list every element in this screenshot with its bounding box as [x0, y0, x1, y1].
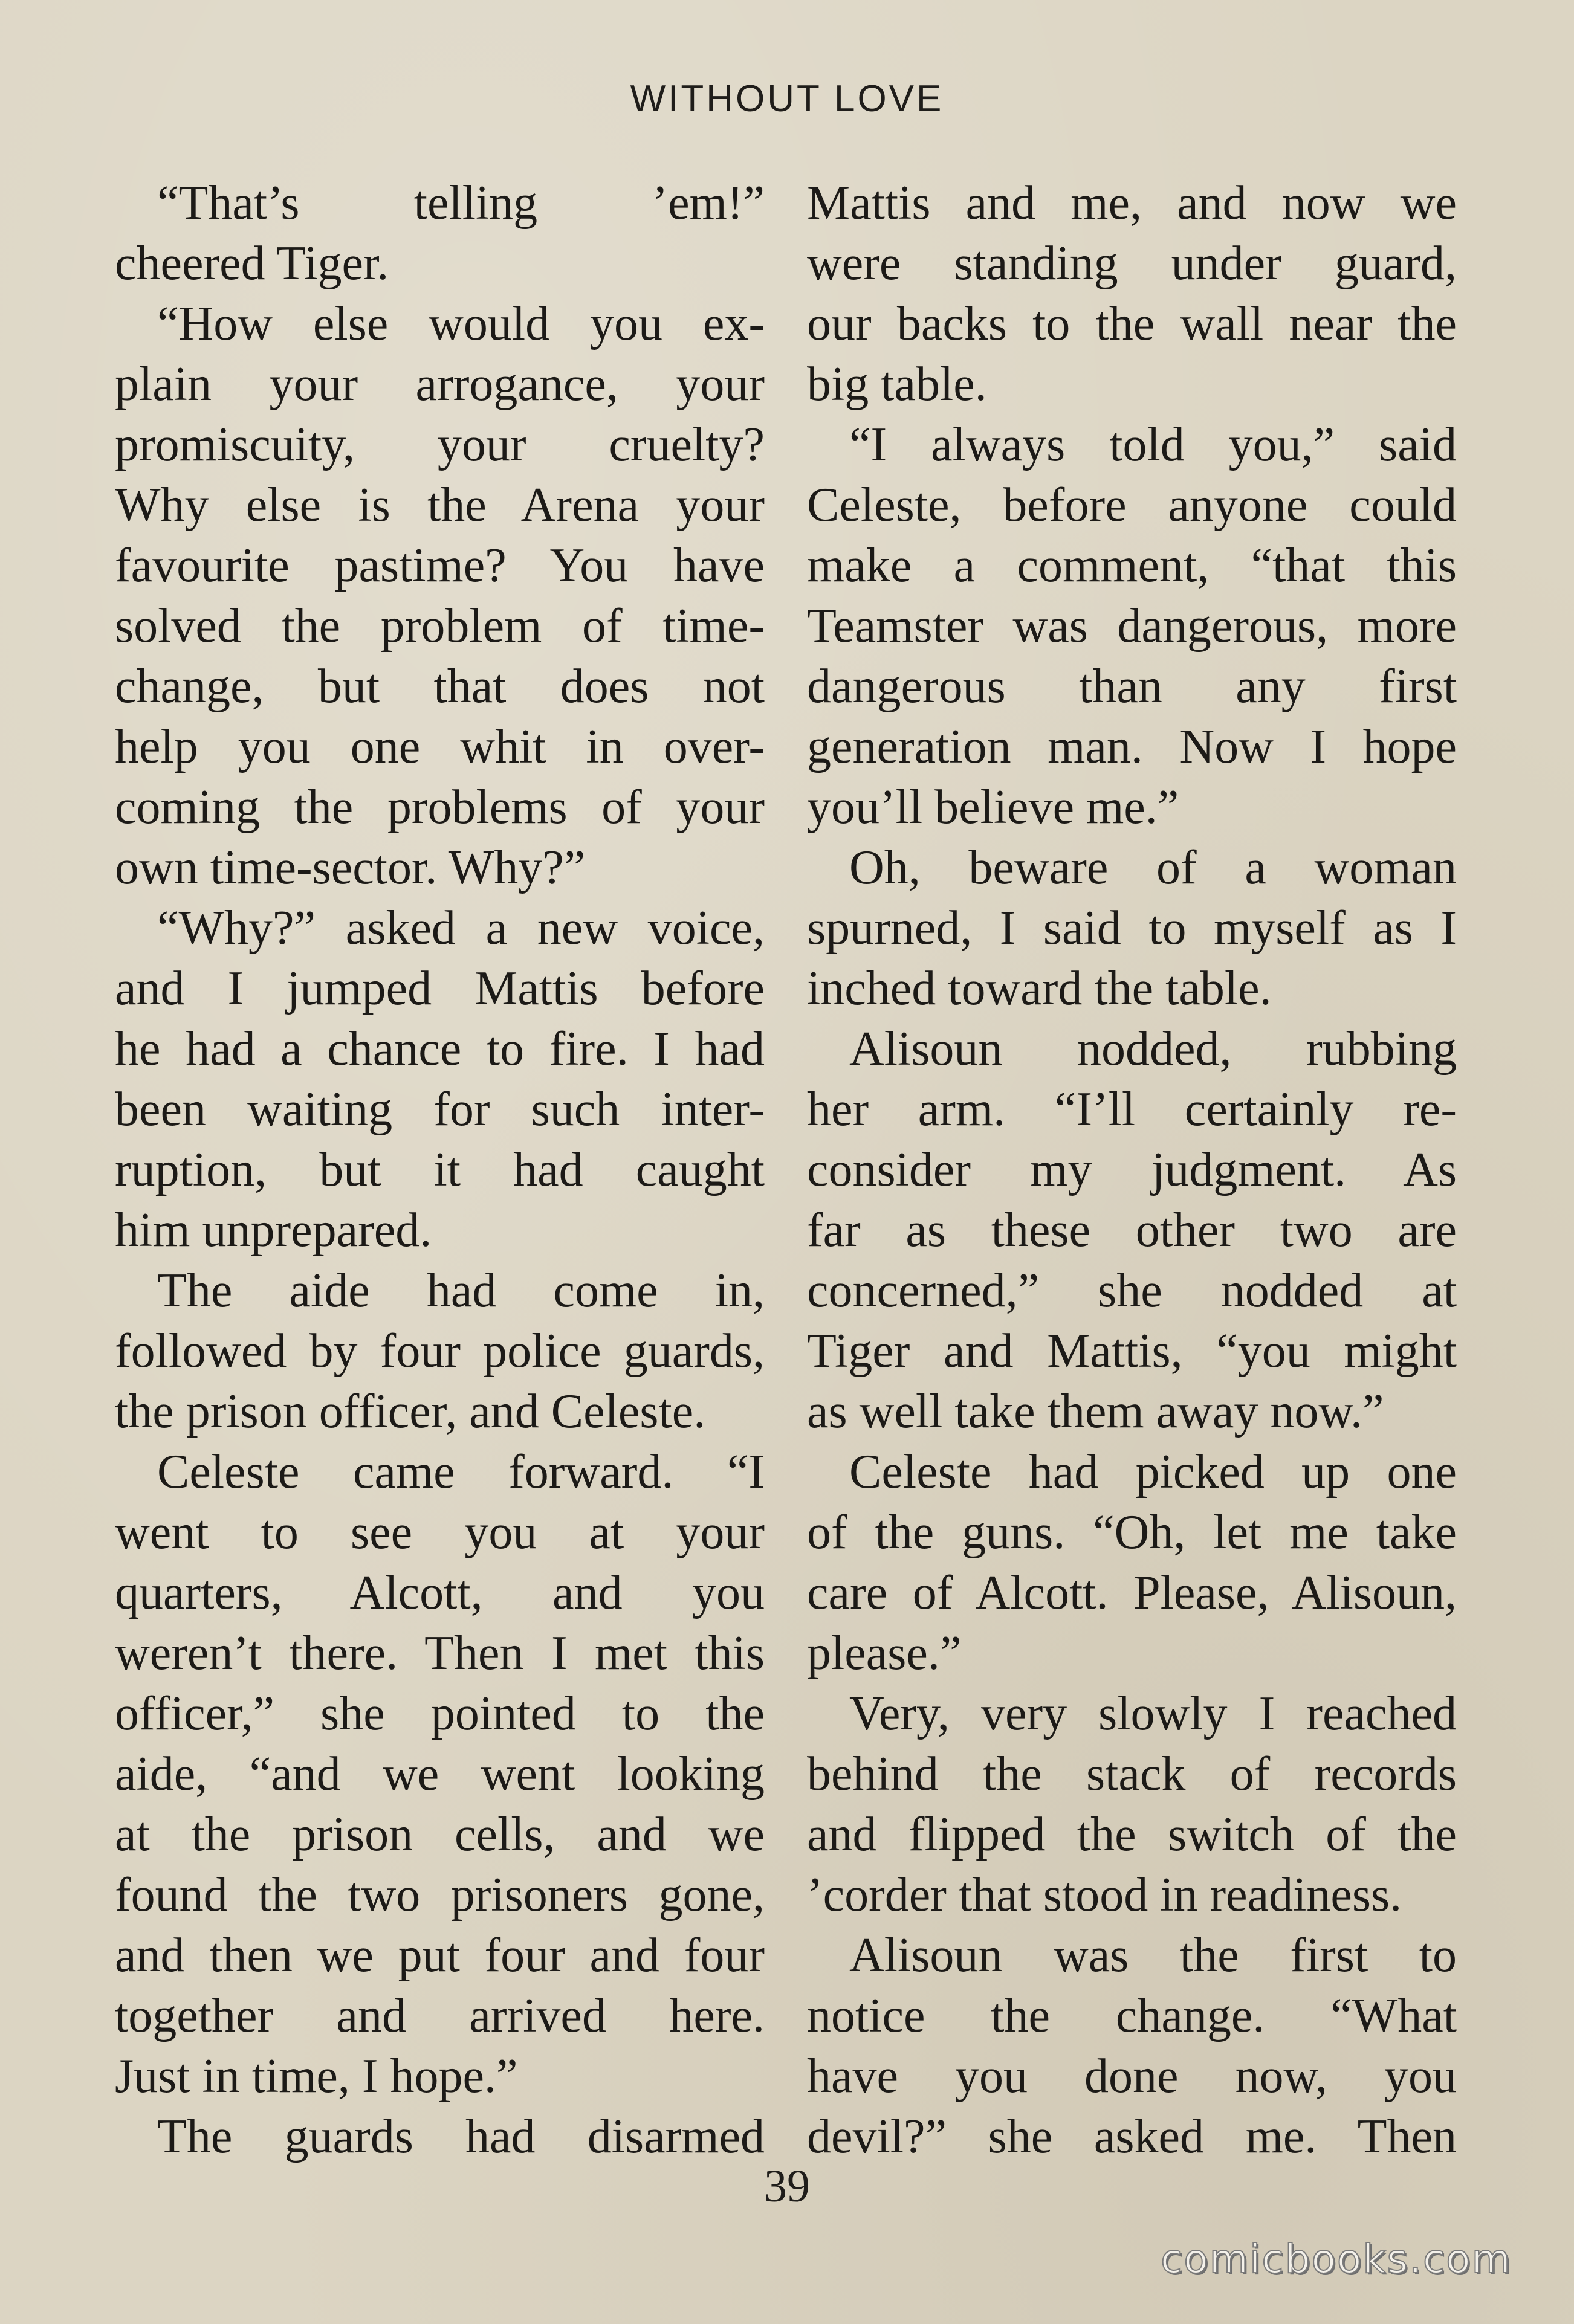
watermark-logo: comicbooks.com [1161, 2236, 1512, 2282]
text-line: change, but that does not [115, 660, 765, 713]
text-line: generation man. Now I hope [807, 720, 1457, 773]
text-line: were standing under guard, [807, 237, 1457, 290]
text-line: went to see you at your [115, 1506, 765, 1559]
text-line: aide, “and we went looking [115, 1748, 765, 1801]
page-number: 39 [764, 2161, 810, 2212]
text-line: The aide had come in, [157, 1264, 765, 1317]
text-line: cheered Tiger. [115, 237, 389, 290]
text-line: her arm. “I’ll certainly re- [807, 1083, 1457, 1136]
text-line: been waiting for such inter- [115, 1083, 765, 1136]
text-line: our backs to the wall near the [807, 297, 1457, 350]
text-line: “How else would you ex- [157, 297, 765, 350]
text-line: favourite pastime? You have [115, 539, 765, 592]
text-line: far as these other two are [807, 1204, 1457, 1257]
text-line: behind the stack of records [807, 1748, 1457, 1801]
text-line: dangerous than any first [807, 660, 1457, 713]
text-line: concerned,” she nodded at [807, 1264, 1457, 1317]
text-line: of the guns. “Oh, let me take [807, 1506, 1457, 1559]
text-line: Alisoun nodded, rubbing [849, 1022, 1457, 1076]
text-line: “Why?” asked a new voice, [157, 902, 765, 955]
text-line: followed by four police guards, [115, 1325, 765, 1378]
text-line: Celeste, before anyone could [807, 479, 1457, 532]
text-line: care of Alcott. Please, Alisoun, [807, 1566, 1457, 1619]
text-line: consider my judgment. As [807, 1143, 1457, 1196]
text-line: and I jumped Mattis before [115, 962, 765, 1015]
text-line: he had a chance to fire. I had [115, 1022, 765, 1076]
text-line: please.” [807, 1627, 962, 1680]
text-line: quarters, Alcott, and you [115, 1566, 765, 1619]
text-line: devil?” she asked me. Then [807, 2110, 1457, 2163]
text-line: coming the problems of your [115, 781, 765, 834]
text-line: make a comment, “that this [807, 539, 1457, 592]
text-line: you’ll believe me.” [807, 781, 1179, 834]
text-line: own time-sector. Why?” [115, 841, 586, 894]
text-line: Mattis and me, and now we [807, 176, 1457, 230]
text-line: “That’s telling ’em!” [157, 176, 765, 230]
text-line: have you done now, you [807, 2050, 1457, 2103]
text-line: at the prison cells, and we [115, 1808, 765, 1861]
left-text-column [115, 173, 765, 2167]
text-line: Celeste had picked up one [849, 1445, 1457, 1499]
text-line: Celeste came forward. “I [157, 1445, 765, 1499]
text-line: Very, very slowly I reached [849, 1687, 1457, 1740]
text-line: Just in time, I hope.” [115, 2050, 518, 2103]
text-line: together and arrived here. [115, 1989, 765, 2042]
text-line: and then we put four and four [115, 1929, 765, 1982]
text-line: him unprepared. [115, 1204, 432, 1257]
text-line: spurned, I said to myself as I [807, 902, 1457, 955]
text-line: promiscuity, your cruelty? [115, 418, 765, 471]
text-line: notice the change. “What [807, 1989, 1457, 2042]
text-line: Why else is the Arena your [115, 479, 765, 532]
text-line: Oh, beware of a woman [849, 841, 1457, 894]
text-line: plain your arrogance, your [115, 358, 765, 411]
text-line: inched toward the table. [807, 962, 1272, 1015]
text-line: help you one whit in over- [115, 720, 765, 773]
text-line: Tiger and Mattis, “you might [807, 1325, 1457, 1378]
text-line: Teamster was dangerous, more [807, 599, 1457, 653]
text-line: weren’t there. Then I met this [115, 1627, 765, 1680]
text-line: The guards had disarmed [157, 2110, 765, 2163]
text-line: and flipped the switch of the [807, 1808, 1457, 1861]
right-text-column [807, 173, 1457, 2167]
text-line: officer,” she pointed to the [115, 1687, 765, 1740]
text-line: the prison officer, and Celeste. [115, 1385, 706, 1438]
text-line: solved the problem of time- [115, 599, 765, 653]
text-line: ’corder that stood in readiness. [807, 1868, 1402, 1922]
text-line: ruption, but it had caught [115, 1143, 765, 1196]
text-line: found the two prisoners gone, [115, 1868, 765, 1922]
running-head: WITHOUT LOVE [630, 78, 944, 120]
text-line: Alisoun was the first to [849, 1929, 1457, 1982]
text-line: big table. [807, 358, 987, 411]
text-line: as well take them away now.” [807, 1385, 1384, 1438]
text-line: “I always told you,” said [849, 418, 1457, 471]
